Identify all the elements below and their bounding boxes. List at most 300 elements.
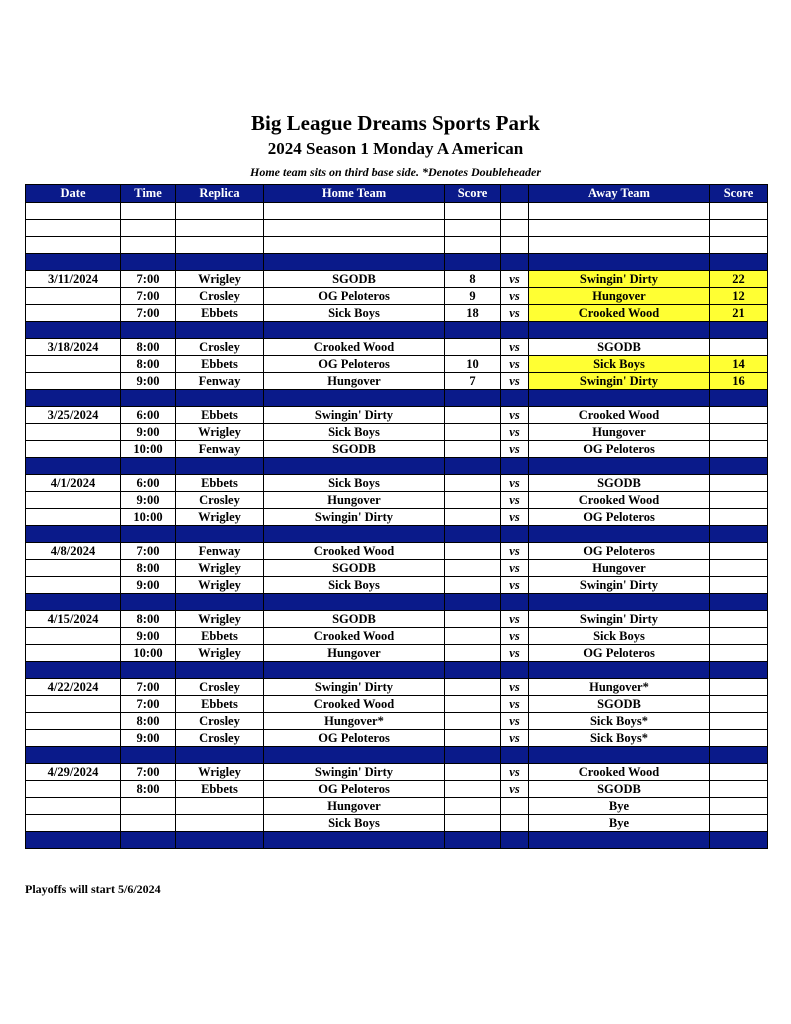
game-row: [26, 288, 768, 305]
away-score-cell: 21: [710, 305, 768, 322]
separator-cell: [121, 254, 176, 271]
time-cell: 7:00: [121, 696, 176, 713]
date-cell: 4/15/2024: [26, 611, 121, 628]
time-cell: 9:00: [121, 730, 176, 747]
blank-cell: [529, 237, 710, 254]
date-cell: [26, 288, 121, 305]
schedule-note: Home team sits on third base side. *Denotes Doubleheader: [250, 165, 541, 179]
away-score-cell: 22: [710, 271, 768, 288]
vs-cell: vs: [501, 679, 529, 696]
replica-cell: Crosley: [176, 713, 264, 730]
vs-cell: vs: [501, 288, 529, 305]
time-cell: 8:00: [121, 339, 176, 356]
away-score-cell: [710, 815, 768, 832]
home-score-cell: [445, 407, 501, 424]
replica-cell: Ebbets: [176, 407, 264, 424]
home-team-cell: Swingin' Dirty: [264, 509, 445, 526]
blank-row: [26, 203, 768, 220]
away-team-cell: Hungover*: [529, 679, 710, 696]
home-score-cell: [445, 611, 501, 628]
away-score-cell: [710, 730, 768, 747]
blank-cell: [264, 220, 445, 237]
game-row: [26, 696, 768, 713]
col-header-time: Time: [121, 185, 176, 203]
away-score-cell: [710, 424, 768, 441]
separator-cell: [264, 458, 445, 475]
time-cell: 7:00: [121, 543, 176, 560]
away-team-cell: Hungover: [529, 424, 710, 441]
separator-cell: [176, 254, 264, 271]
date-cell: [26, 781, 121, 798]
away-score-cell: [710, 696, 768, 713]
game-row: [26, 577, 768, 594]
week-separator-row: [26, 322, 768, 339]
date-cell: 3/18/2024: [26, 339, 121, 356]
separator-cell: [501, 594, 529, 611]
away-score-cell: [710, 543, 768, 560]
date-cell: 4/1/2024: [26, 475, 121, 492]
away-score-cell: [710, 611, 768, 628]
blank-row: [26, 220, 768, 237]
home-team-cell: Hungover: [264, 492, 445, 509]
time-cell: 9:00: [121, 424, 176, 441]
separator-cell: [529, 832, 710, 849]
away-team-cell: Bye: [529, 815, 710, 832]
separator-cell: [501, 458, 529, 475]
home-score-cell: [445, 424, 501, 441]
blank-cell: [710, 220, 768, 237]
schedule-body: [26, 203, 768, 849]
away-team-cell: SGODB: [529, 339, 710, 356]
away-team-cell: Crooked Wood: [529, 407, 710, 424]
page-title: Big League Dreams Sports Park: [251, 111, 540, 135]
separator-cell: [501, 254, 529, 271]
vs-cell: vs: [501, 543, 529, 560]
week-separator-row: [26, 458, 768, 475]
separator-cell: [264, 832, 445, 849]
replica-cell: [176, 798, 264, 815]
away-score-cell: [710, 781, 768, 798]
separator-cell: [501, 390, 529, 407]
separator-cell: [501, 832, 529, 849]
date-cell: 3/11/2024: [26, 271, 121, 288]
week-separator-row: [26, 390, 768, 407]
home-score-cell: [445, 543, 501, 560]
away-team-cell: Hungover: [529, 288, 710, 305]
home-team-cell: Crooked Wood: [264, 628, 445, 645]
away-team-cell: Crooked Wood: [529, 305, 710, 322]
game-row: [26, 356, 768, 373]
week-separator-row: [26, 594, 768, 611]
playoffs-note: Playoffs will start 5/6/2024: [25, 882, 161, 896]
blank-cell: [501, 220, 529, 237]
page-subtitle: 2024 Season 1 Monday A American: [267, 139, 524, 158]
home-score-cell: [445, 781, 501, 798]
separator-cell: [264, 526, 445, 543]
separator-cell: [264, 662, 445, 679]
separator-cell: [710, 832, 768, 849]
home-team-cell: SGODB: [264, 271, 445, 288]
separator-cell: [176, 747, 264, 764]
away-score-cell: [710, 645, 768, 662]
time-cell: 8:00: [121, 356, 176, 373]
away-team-cell: Crooked Wood: [529, 764, 710, 781]
game-row: [26, 492, 768, 509]
date-cell: [26, 798, 121, 815]
home-score-cell: [445, 577, 501, 594]
vs-cell: vs: [501, 441, 529, 458]
away-team-cell: SGODB: [529, 475, 710, 492]
vs-cell: vs: [501, 339, 529, 356]
away-team-cell: OG Peloteros: [529, 543, 710, 560]
blank-cell: [176, 220, 264, 237]
game-row: [26, 560, 768, 577]
separator-cell: [710, 594, 768, 611]
date-cell: [26, 560, 121, 577]
away-team-cell: Swingin' Dirty: [529, 373, 710, 390]
blank-cell: [121, 220, 176, 237]
home-team-cell: Sick Boys: [264, 424, 445, 441]
game-row: [26, 373, 768, 390]
date-cell: [26, 356, 121, 373]
separator-cell: [121, 390, 176, 407]
replica-cell: Ebbets: [176, 781, 264, 798]
date-cell: 4/29/2024: [26, 764, 121, 781]
replica-cell: Ebbets: [176, 305, 264, 322]
separator-cell: [501, 322, 529, 339]
separator-cell: [121, 832, 176, 849]
vs-cell: vs: [501, 713, 529, 730]
away-team-cell: Hungover: [529, 560, 710, 577]
separator-cell: [445, 322, 501, 339]
home-score-cell: 10: [445, 356, 501, 373]
away-team-cell: Sick Boys: [529, 628, 710, 645]
home-team-cell: OG Peloteros: [264, 288, 445, 305]
replica-cell: Crosley: [176, 730, 264, 747]
col-header-away-score: Score: [710, 185, 768, 203]
col-header-home-team: Home Team: [264, 185, 445, 203]
away-score-cell: [710, 475, 768, 492]
vs-cell: [501, 815, 529, 832]
date-cell: 4/8/2024: [26, 543, 121, 560]
vs-cell: vs: [501, 407, 529, 424]
away-score-cell: [710, 577, 768, 594]
home-score-cell: [445, 339, 501, 356]
date-cell: [26, 509, 121, 526]
separator-cell: [529, 254, 710, 271]
home-team-cell: OG Peloteros: [264, 730, 445, 747]
replica-cell: Fenway: [176, 441, 264, 458]
blank-cell: [26, 220, 121, 237]
time-cell: 10:00: [121, 509, 176, 526]
vs-cell: vs: [501, 271, 529, 288]
home-team-cell: SGODB: [264, 560, 445, 577]
separator-cell: [529, 662, 710, 679]
separator-cell: [710, 662, 768, 679]
separator-cell: [176, 390, 264, 407]
home-team-cell: Hungover: [264, 645, 445, 662]
separator-cell: [710, 390, 768, 407]
blank-cell: [445, 237, 501, 254]
separator-cell: [121, 747, 176, 764]
week-separator-row: [26, 832, 768, 849]
home-score-cell: [445, 764, 501, 781]
date-cell: [26, 815, 121, 832]
home-score-cell: [445, 475, 501, 492]
replica-cell: Ebbets: [176, 696, 264, 713]
away-score-cell: [710, 407, 768, 424]
home-score-cell: [445, 713, 501, 730]
separator-cell: [26, 526, 121, 543]
time-cell: 7:00: [121, 288, 176, 305]
vs-cell: vs: [501, 645, 529, 662]
time-cell: 6:00: [121, 475, 176, 492]
home-score-cell: [445, 798, 501, 815]
separator-cell: [529, 594, 710, 611]
separator-cell: [26, 747, 121, 764]
date-cell: [26, 628, 121, 645]
separator-cell: [529, 747, 710, 764]
separator-cell: [445, 458, 501, 475]
away-score-cell: 16: [710, 373, 768, 390]
away-score-cell: [710, 509, 768, 526]
game-row: [26, 628, 768, 645]
replica-cell: Wrigley: [176, 577, 264, 594]
time-cell: 8:00: [121, 781, 176, 798]
time-cell: 7:00: [121, 305, 176, 322]
time-cell: [121, 815, 176, 832]
time-cell: 9:00: [121, 577, 176, 594]
date-cell: [26, 645, 121, 662]
vs-cell: vs: [501, 475, 529, 492]
blank-cell: [176, 203, 264, 220]
separator-cell: [26, 832, 121, 849]
vs-cell: vs: [501, 611, 529, 628]
away-team-cell: OG Peloteros: [529, 645, 710, 662]
separator-cell: [445, 662, 501, 679]
home-team-cell: Crooked Wood: [264, 696, 445, 713]
vs-cell: vs: [501, 373, 529, 390]
separator-cell: [710, 526, 768, 543]
separator-cell: [501, 526, 529, 543]
time-cell: 9:00: [121, 492, 176, 509]
away-team-cell: OG Peloteros: [529, 441, 710, 458]
separator-cell: [264, 254, 445, 271]
game-row: [26, 407, 768, 424]
away-team-cell: OG Peloteros: [529, 509, 710, 526]
replica-cell: Crosley: [176, 679, 264, 696]
separator-cell: [445, 254, 501, 271]
home-team-cell: Crooked Wood: [264, 543, 445, 560]
vs-cell: vs: [501, 424, 529, 441]
week-separator-row: [26, 254, 768, 271]
replica-cell: Crosley: [176, 492, 264, 509]
away-score-cell: [710, 441, 768, 458]
game-row: [26, 543, 768, 560]
separator-cell: [710, 322, 768, 339]
game-row: [26, 441, 768, 458]
home-score-cell: [445, 696, 501, 713]
replica-cell: Wrigley: [176, 764, 264, 781]
replica-cell: Wrigley: [176, 509, 264, 526]
separator-cell: [121, 594, 176, 611]
game-row: [26, 730, 768, 747]
col-header-home-score: Score: [445, 185, 501, 203]
replica-cell: Ebbets: [176, 475, 264, 492]
home-score-cell: 18: [445, 305, 501, 322]
separator-cell: [121, 662, 176, 679]
game-row: [26, 815, 768, 832]
replica-cell: Crosley: [176, 288, 264, 305]
blank-cell: [501, 237, 529, 254]
home-team-cell: Hungover: [264, 798, 445, 815]
separator-cell: [26, 458, 121, 475]
home-team-cell: OG Peloteros: [264, 781, 445, 798]
col-header-away-team: Away Team: [529, 185, 710, 203]
week-separator-row: [26, 526, 768, 543]
separator-cell: [26, 322, 121, 339]
time-cell: 7:00: [121, 679, 176, 696]
time-cell: 7:00: [121, 764, 176, 781]
week-separator-row: [26, 747, 768, 764]
home-score-cell: 9: [445, 288, 501, 305]
away-score-cell: [710, 713, 768, 730]
separator-cell: [445, 526, 501, 543]
home-score-cell: [445, 492, 501, 509]
vs-cell: vs: [501, 696, 529, 713]
vs-cell: [501, 798, 529, 815]
blank-cell: [26, 203, 121, 220]
separator-cell: [529, 322, 710, 339]
away-team-cell: SGODB: [529, 696, 710, 713]
home-score-cell: [445, 628, 501, 645]
blank-cell: [529, 203, 710, 220]
blank-cell: [529, 220, 710, 237]
separator-cell: [529, 458, 710, 475]
date-cell: [26, 730, 121, 747]
vs-cell: vs: [501, 492, 529, 509]
away-score-cell: [710, 679, 768, 696]
away-team-cell: Bye: [529, 798, 710, 815]
away-score-cell: [710, 560, 768, 577]
replica-cell: Crosley: [176, 339, 264, 356]
away-score-cell: [710, 339, 768, 356]
away-score-cell: [710, 764, 768, 781]
separator-cell: [26, 594, 121, 611]
separator-cell: [176, 594, 264, 611]
blank-cell: [445, 220, 501, 237]
separator-cell: [26, 662, 121, 679]
separator-cell: [710, 254, 768, 271]
date-cell: [26, 441, 121, 458]
time-cell: 8:00: [121, 611, 176, 628]
separator-cell: [176, 322, 264, 339]
separator-cell: [121, 458, 176, 475]
separator-cell: [121, 322, 176, 339]
home-team-cell: OG Peloteros: [264, 356, 445, 373]
time-cell: 7:00: [121, 271, 176, 288]
vs-cell: vs: [501, 628, 529, 645]
replica-cell: Wrigley: [176, 560, 264, 577]
vs-cell: vs: [501, 577, 529, 594]
blank-cell: [710, 203, 768, 220]
home-score-cell: 8: [445, 271, 501, 288]
replica-cell: Wrigley: [176, 611, 264, 628]
away-team-cell: Swingin' Dirty: [529, 271, 710, 288]
date-cell: [26, 373, 121, 390]
separator-cell: [529, 526, 710, 543]
separator-cell: [26, 254, 121, 271]
replica-cell: Fenway: [176, 373, 264, 390]
vs-cell: vs: [501, 781, 529, 798]
time-cell: 8:00: [121, 560, 176, 577]
date-cell: [26, 713, 121, 730]
separator-cell: [26, 390, 121, 407]
game-row: [26, 713, 768, 730]
vs-cell: vs: [501, 730, 529, 747]
replica-cell: Ebbets: [176, 628, 264, 645]
blank-cell: [501, 203, 529, 220]
separator-cell: [529, 390, 710, 407]
time-cell: 8:00: [121, 713, 176, 730]
home-team-cell: Sick Boys: [264, 305, 445, 322]
game-row: [26, 271, 768, 288]
replica-cell: Wrigley: [176, 271, 264, 288]
away-score-cell: 14: [710, 356, 768, 373]
week-separator-row: [26, 662, 768, 679]
col-header-vs: [501, 185, 529, 203]
header-row: [26, 185, 768, 203]
date-cell: [26, 424, 121, 441]
separator-cell: [176, 662, 264, 679]
home-team-cell: SGODB: [264, 611, 445, 628]
separator-cell: [264, 747, 445, 764]
time-cell: 6:00: [121, 407, 176, 424]
home-team-cell: Sick Boys: [264, 577, 445, 594]
home-score-cell: 7: [445, 373, 501, 390]
date-cell: [26, 696, 121, 713]
time-cell: 10:00: [121, 441, 176, 458]
away-score-cell: [710, 492, 768, 509]
blank-cell: [121, 237, 176, 254]
game-row: [26, 764, 768, 781]
home-team-cell: Sick Boys: [264, 815, 445, 832]
blank-cell: [710, 237, 768, 254]
separator-cell: [264, 390, 445, 407]
replica-cell: Fenway: [176, 543, 264, 560]
home-score-cell: [445, 645, 501, 662]
home-team-cell: Crooked Wood: [264, 339, 445, 356]
away-team-cell: Sick Boys*: [529, 730, 710, 747]
home-team-cell: Swingin' Dirty: [264, 407, 445, 424]
separator-cell: [445, 594, 501, 611]
game-row: [26, 475, 768, 492]
game-row: [26, 611, 768, 628]
home-score-cell: [445, 679, 501, 696]
col-header-date: Date: [26, 185, 121, 203]
blank-cell: [121, 203, 176, 220]
separator-cell: [121, 526, 176, 543]
game-row: [26, 339, 768, 356]
away-score-cell: 12: [710, 288, 768, 305]
blank-cell: [264, 203, 445, 220]
home-score-cell: [445, 441, 501, 458]
game-row: [26, 424, 768, 441]
game-row: [26, 305, 768, 322]
game-row: [26, 781, 768, 798]
date-cell: [26, 492, 121, 509]
vs-cell: vs: [501, 764, 529, 781]
